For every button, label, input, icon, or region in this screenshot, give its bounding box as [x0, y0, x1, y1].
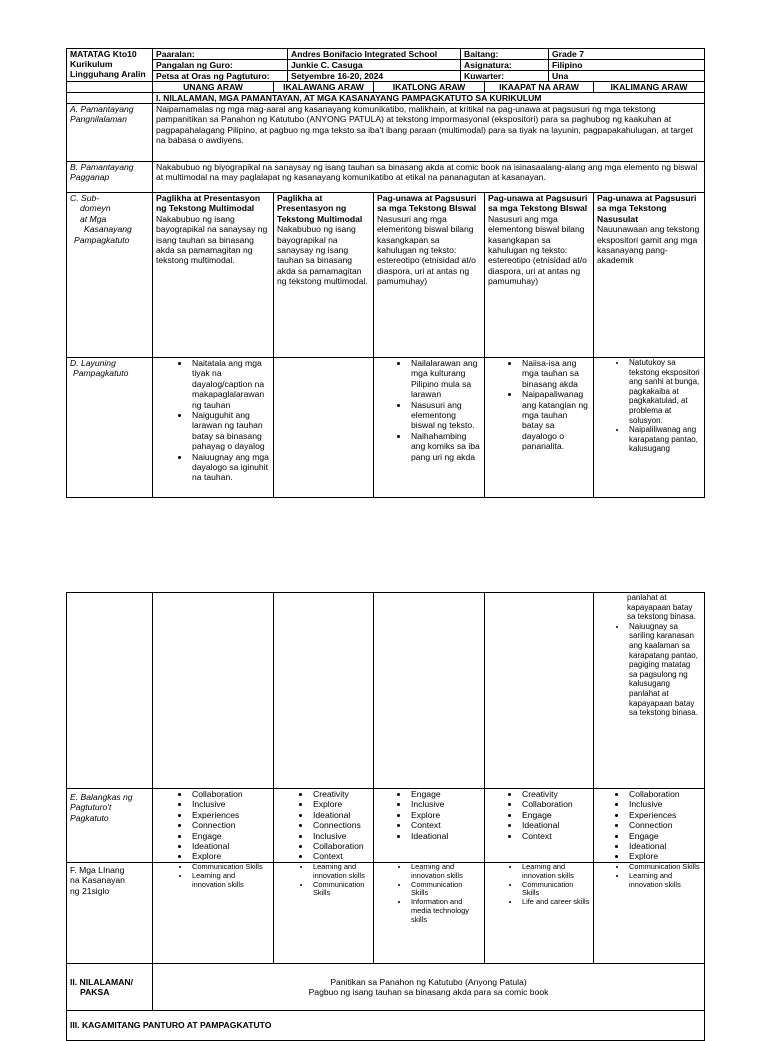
row-d-day-5	[594, 358, 705, 498]
list-item: • Connection	[190, 820, 270, 830]
row-d-label-line: D. Layuning	[70, 358, 116, 368]
list-item: • Communication Skills	[190, 863, 270, 872]
row-d-cont-day-3	[374, 593, 485, 789]
lesson-plan-grid-page2	[66, 592, 705, 1041]
list-item: • Naipapaliwanag ang katangian ng mga tauhan batay sa dayalogo o pananalita.	[520, 389, 590, 451]
row-c-label-line: domeyn	[80, 203, 111, 214]
row-e-day-3	[374, 789, 485, 863]
row-e-day-4	[485, 789, 594, 863]
section-2-line: Pagbuo ng isang tauhan sa binasang akda para sa comic book	[308, 987, 549, 997]
section-3-title: III. KAGAMITANG PANTURO AT PAMPAGKATUTO	[67, 1011, 705, 1041]
header-row-3	[67, 71, 705, 82]
header-left-line: Kurikulum	[70, 59, 113, 69]
list-item: • Ideational	[190, 841, 270, 851]
list-item: • Collaboration	[190, 789, 270, 799]
row-c-label-line: at Mga	[80, 213, 107, 224]
list-item: • Inclusive	[627, 799, 701, 809]
list-item: • Context	[311, 851, 370, 861]
lesson-plan-grid-page1	[66, 81, 705, 498]
section-2-row	[67, 964, 705, 1011]
list-item: • Experiences	[627, 810, 701, 820]
row-f-day-2	[274, 863, 374, 964]
row-d-cont-day-2	[274, 593, 374, 789]
list-item: • Engage	[190, 831, 270, 841]
row-f-day-5	[594, 863, 705, 964]
list-item: • Collaboration	[520, 799, 590, 809]
list-item: • Context	[520, 831, 590, 841]
list-item: • Ideational	[409, 831, 481, 841]
list-item: • Nasusuri ang elementong biswal ng teksto.	[409, 400, 481, 431]
row-f-day-4	[485, 863, 594, 964]
school-label: Paaralan:	[153, 49, 288, 60]
row-c-day-5-title: Pag-unawa at Pagsusuri sa mga Tekstong Nasusulat	[597, 193, 697, 224]
school-value: Andres Bonifacio Integrated School	[288, 49, 461, 60]
row-e-day-5	[594, 789, 705, 863]
list-item: • Creativity	[311, 789, 370, 799]
row-c-day-5	[594, 193, 705, 358]
row-f-day-1	[153, 863, 274, 964]
row-d-label	[67, 358, 153, 498]
row-c-day-4-title: Pag-unawa at Pagsusuri sa mga Tekstong BIswal	[488, 193, 588, 214]
list-item: • Explore	[311, 799, 370, 809]
row-d-label-line: Pampagkatuto	[73, 368, 129, 379]
list-item: • Naiisa-isa ang mga tauhan sa binasang akda	[520, 358, 590, 389]
list-item: • Natutukoy sa tekstong ekspositori ang sanhi at bunga, pagkakaiba at pagkakatulad, at problema at solusyon.	[627, 358, 701, 425]
list-item: • Experiences	[190, 810, 270, 820]
list-item: • Naitatala ang mga tiyak na dayalog/caption na makapaglalarawan ng tauhan	[190, 358, 270, 410]
row-c-label-line: C. Sub-	[70, 193, 100, 203]
row-d-cont-day-1	[153, 593, 274, 789]
row-d-cont-label	[67, 593, 153, 789]
quarter-label: Kuwarter:	[461, 71, 549, 82]
list-item: • Naihahambing ang komiks sa iba pang uri ng akda	[409, 431, 481, 462]
list-item: • Ideational	[311, 810, 370, 820]
quarter-value: Una	[549, 71, 705, 82]
section-1-corner	[67, 93, 153, 104]
row-d-continued	[67, 593, 705, 789]
list-item: • Learning and innovation skills	[520, 863, 590, 881]
list-item: • Ideational	[627, 841, 701, 851]
day-2-header: IKALAWANG ARAW	[274, 82, 374, 93]
row-a-label: A. Pamantayang Pangnilalaman	[67, 104, 153, 162]
subject-value: Filipino	[549, 60, 705, 71]
row-c-day-5-text: Nauunawaan ang tekstong ekspositori gamit ang mga kasanayang pang-akademik	[597, 224, 700, 266]
days-corner	[67, 82, 153, 93]
row-f-label	[67, 863, 153, 964]
teacher-value: Junkie C. Casuga	[288, 60, 461, 71]
row-c-day-2-text: Nakabubuo ng isang bayograpikal na sanaysay ng isang tauhan sa binasang akda sa pamamagitan ng tekstong multimodal.	[277, 224, 368, 287]
header-row-1	[67, 49, 705, 60]
row-a	[67, 104, 705, 162]
list-item: • Collaboration	[627, 789, 701, 799]
day-3-header: IKATLONG ARAW	[374, 82, 485, 93]
row-b-label: B. Pamantayang Pagganap	[67, 162, 153, 193]
section-2-content	[153, 964, 705, 1011]
list-item: • Naiguguhit ang larawan ng tauhan batay sa binasang pahayag o dayalog	[190, 410, 270, 452]
list-item: • Explore	[409, 810, 481, 820]
row-c-day-1-text: Nakabubuo ng isang bayograpikal na sanaysay ng isang tauhan sa binasang akda sa pamamagitan ng tekstong multimodal.	[156, 213, 268, 266]
row-c-day-4-text: Nasusuri ang mga elementong biswal bilang kasangkapan sa kahulugan ng teksto: estereotipo (etnisidad at/o diaspora, uri at antas ng pamumuhay)	[488, 213, 587, 287]
row-b-text: Nakabubuo ng biyograpikal na sanaysay ng isang tauhan sa binasang akda at comic book na isinasaalang-alang ang mga elemento ng biswal at multimodal na may paglalapat ng kasanayang komunikatibo at etikal na pananagutan at kasanayan.	[153, 162, 705, 193]
row-e	[67, 789, 705, 863]
list-item: • Engage	[627, 831, 701, 841]
list-item: • Information and media technology skills	[409, 898, 481, 924]
row-c-day-1	[153, 193, 274, 358]
header-left-line: MATATAG Kto10	[70, 49, 137, 59]
header-row-2	[67, 60, 705, 71]
days-row	[67, 82, 705, 93]
row-f-day-3	[374, 863, 485, 964]
list-item: • Life and career skills	[520, 898, 590, 907]
day-5-header: IKALIMANG ARAW	[594, 82, 705, 93]
row-c-day-3-text: Nasusuri ang mga elementong biswal bilang kasangkapan sa kahulugan ng teksto: estereotipo (etnisidad at/o diaspora, uri at antas ng pamumuhay)	[377, 213, 476, 287]
list-item: • Inclusive	[190, 799, 270, 809]
row-d-day-2	[274, 358, 374, 498]
list-item: • Creativity	[520, 789, 590, 799]
grade-value: Grade 7	[549, 49, 705, 60]
list-item: • Collaboration	[311, 841, 370, 851]
list-item: • Connection	[627, 820, 701, 830]
row-c-day-3-title: Pag-unawa at Pagsusuri sa mga Tekstong BIswal	[377, 193, 477, 214]
row-f-label-line: F. Mga LInang	[70, 865, 125, 875]
row-d-day-1	[153, 358, 274, 498]
row-c-label	[67, 193, 153, 358]
list-item: • Explore	[190, 851, 270, 861]
list-item: • Engage	[409, 789, 481, 799]
date-label: Petsa at Oras ng Pagtuturo:	[153, 71, 288, 82]
row-e-day-1	[153, 789, 274, 863]
header-left-line: Lingguhang Aralin	[70, 69, 146, 79]
lesson-plan-table-page1	[66, 48, 705, 82]
row-d-cont-day-4	[485, 593, 594, 789]
list-item: • Inclusive	[409, 799, 481, 809]
row-c-day-4	[485, 193, 594, 358]
row-f	[67, 863, 705, 964]
subject-label: Asignatura:	[461, 60, 549, 71]
row-c-day-2-title: Paglikha at Presentasyon ng Tekstong Multimodal	[277, 193, 363, 224]
row-a-text: Naipamamalas ng mga mag-aaral ang kasanayang komunikatibo, malikhain, at kritikal na pag-unawa at pagsusuri ng mga tekstong pampanitikan sa Panahon ng Katutubo (ANYONG PATULA) at tekstong impormasyonal (ekspositori) para sa paghubog ng kaakuhan at pagpapahalagang Pilipino, at pagbuo ng mga teksto sa iba't ibang paraan (multimodal) para sa tiyak na layunin, pagpapakahulugan, at target na babasa o awdiyens.	[153, 104, 705, 162]
list-item: • Context	[409, 820, 481, 830]
list-item: • Naiuugnay sa sariling karanasan ang kaalaman sa karapatang pantao, pagiging matatag sa pagsulong ng kalusugang panlahat at kapayapaan batay sa tekstong binasa.	[627, 622, 701, 718]
list-item: • Connections	[311, 820, 370, 830]
header-curriculum-label	[67, 49, 153, 82]
list-item: • Nailalarawan ang mga kulturang Pilipino mula sa larawan	[409, 358, 481, 400]
section-2-label-line: II. NILALAMAN/	[70, 976, 134, 987]
row-d	[67, 358, 705, 498]
list-item: • Naipaliliwanag ang karapatang pantao, kalusugang	[627, 425, 701, 454]
section-1-row	[67, 93, 705, 104]
row-f-label-line: ng 21siglo	[70, 885, 110, 896]
grade-label: Baitang:	[461, 49, 549, 60]
day-4-header: IKAAPAT NA ARAW	[485, 82, 594, 93]
list-item: • Learning and innovation skills	[627, 872, 701, 890]
list-item: • Communication Skills	[627, 863, 701, 872]
list-item: • Communication Skills	[409, 881, 481, 899]
row-e-label-line: Pagtuturo't	[70, 802, 112, 813]
list-item: • Learning and innovation skills	[409, 863, 481, 881]
list-item: • Communication Skills	[311, 881, 370, 899]
row-e-label	[67, 789, 153, 863]
section-3-row	[67, 1011, 705, 1041]
row-c-day-3	[374, 193, 485, 358]
row-e-day-2	[274, 789, 374, 863]
list-item: • Naiuugnay ang mga dayalogo sa iginuhit na tauhan.	[190, 452, 270, 483]
row-e-label-line: Pagkatuto	[70, 812, 109, 823]
list-item: • Inclusive	[311, 831, 370, 841]
row-c-day-2	[274, 193, 374, 358]
row-c-label-line: Pampagkatuto	[74, 234, 130, 245]
list-item: • Explore	[627, 851, 701, 861]
section-2-label	[67, 964, 153, 1011]
date-value: Setyembre 16-20, 2024	[288, 71, 461, 82]
list-item: • Engage	[520, 810, 590, 820]
list-item: • Learning and innovation skills	[190, 872, 270, 890]
row-e-label-line: E. Balangkas ng	[70, 792, 133, 802]
list-item: • Learning and innovation skills	[311, 863, 370, 881]
list-item: • Communication Skills	[520, 881, 590, 899]
row-c-day-1-title: Paglikha at Presentasyon ng Tekstong Multimodal	[156, 193, 261, 214]
row-c-label-line: Kasanayang	[84, 224, 132, 235]
row-d-day-3	[374, 358, 485, 498]
row-d-day-4	[485, 358, 594, 498]
section-2-line: Panitikan sa Panahon ng Katutubo (Anyong Patula)	[330, 976, 527, 987]
row-b	[67, 162, 705, 193]
day-1-header: UNANG ARAW	[153, 82, 274, 93]
section-1-title: I. NILALAMAN, MGA PAMANTAYAN, AT MGA KASANAYANG PAMPAGKATUTO SA KURIKULUM	[153, 93, 705, 104]
row-c	[67, 193, 705, 358]
list-item: • Ideational	[520, 820, 590, 830]
section-2-label-line: PAKSA	[80, 987, 110, 997]
teacher-label: Pangalan ng Guro:	[153, 60, 288, 71]
row-d-cont-day-5	[594, 593, 705, 789]
row-d-cont-text: panlahat at kapayapaan batay sa tekstong binasa.	[627, 593, 696, 622]
row-f-label-line: na Kasanayan	[70, 875, 125, 886]
